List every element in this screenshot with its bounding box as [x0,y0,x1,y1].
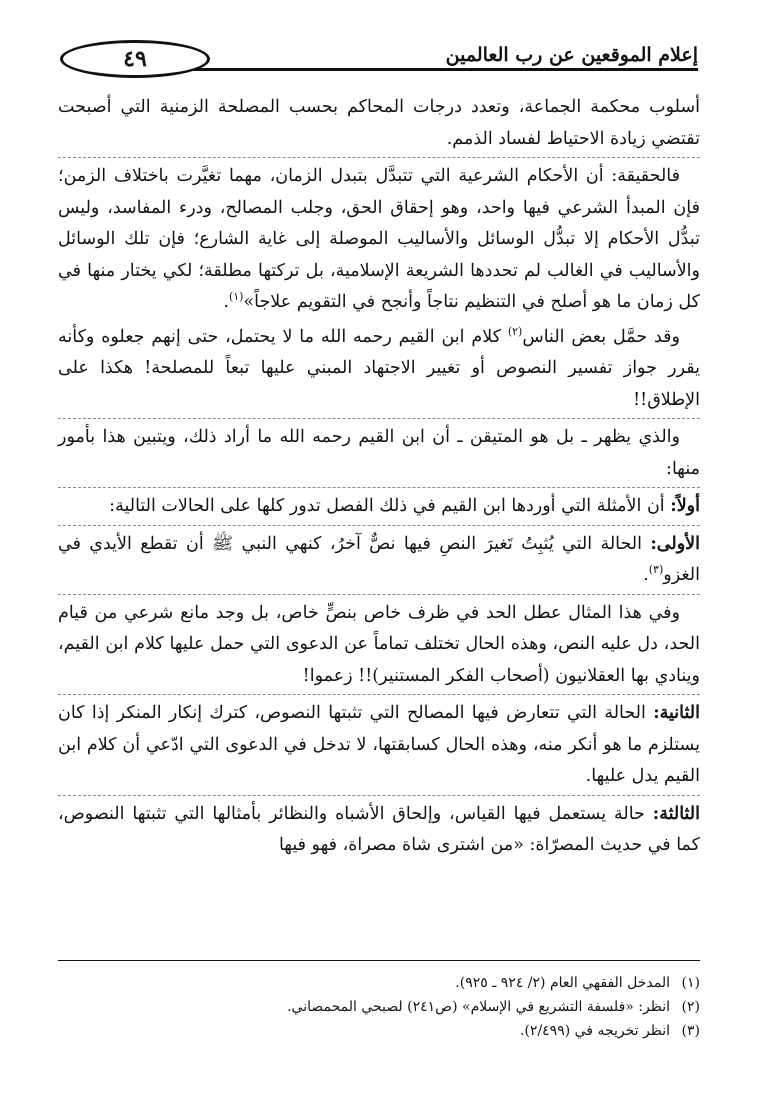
running-title: إعلام الموقعين عن رب العالمين [445,44,698,66]
paragraph-1: أسلوب محكمة الجماعة، وتعدد درجات المحاكم بحسب المصلحة الزمنية التي أصبحت تقتضي زيادة الاحتياط لفساد الذمم. [58,92,700,158]
paragraph-3 [58,322,700,420]
paragraph-7: وفي هذا المثال عطل الحد في ظرف خاص بنصٍّ خاص، بل وجد مانع شرعي من قيام الحد، دل عليه النص، وهذه الحال تختلف تماماً عن الدعوى التي حمل عليها كلام ابن القيم، وينادي بها العقلانيون (أصحاب الفكر المستنير)!! زعموا! [58,598,700,696]
body-text [58,92,700,865]
footnote-text: المدخل الفقهي العام (٢/ ٩٢٤ ـ ٩٢٥). [455,975,670,991]
page-number: ٤٩ [60,40,210,78]
footnote-ref-3: (٣) [648,563,664,577]
footnote-1 [58,971,700,995]
paragraph-6-end: . [643,565,649,585]
paragraph-9-text: حالة يستعمل فيها القياس، وإلحاق الأشباه والنظائر بأمثالها التي تثبتها النصوص، كما في حديث المصرّاة: «من اشترى شاة مصراة، فهو فيها [58,803,700,855]
paragraph-8 [58,698,700,796]
footnote-number: (٣) [681,1023,700,1039]
footnote-3 [58,1019,700,1043]
header-rule [160,68,698,71]
paragraph-9 [58,799,700,862]
paragraph-3-start: وقد حمَّل بعض الناس [522,326,680,347]
paragraph-8-text: الحالة التي تتعارض فيها المصالح التي تثبتها النصوص، كترك إنكار المنكر إذا كان يستلزم ما هو أنكر منه، وهذه الحال كسابقتها، لا تدخل في الدعوى التي ادّعي أن كلام ابن القيم يدل عليها. [58,703,700,786]
paragraph-6 [58,529,700,595]
paragraph-5 [58,491,700,526]
paragraph-6-text: الحالة التي يُثبِتُ تَغيرَ النصِ فيها نصٌّ آخرُ، كنهي النبي ﷺ أن تقطع الأيدي في الغزو [58,533,700,585]
footnote-text: انظر: «فلسفة التشريع في الإسلام» (ص٢٤١) لصبحي المحمصاني. [287,999,670,1015]
paragraph-2 [58,161,700,319]
page-header [60,36,698,76]
paragraph-3-rest: كلام ابن القيم رحمه الله ما لا يحتمل، حتى إنهم جعلوه وكأنه يقرر جواز تفسير النصوص أو تغيير الاجتهاد المبني عليها تبعاً للمصلحة! هكذا على الإطلاق!! [58,326,700,410]
paragraph-2-text: فالحقيقة: أن الأحكام الشرعية التي تتبدَّل بتبدل الزمان، مهما تغيَّرت باختلاف الزمن؛ فإن المبدأ الشرعي فيها واحد، وهو إحقاق الحق، وجلب المصالح، ودرء المفاسد، وليس تبدُّل الأحكام إلا تبدُّل الوسائل والأساليب الموصلة إلى غاية الشارع؛ فإن تلك الوسائل والأساليب في الغالب لم تحددها الشريعة الإسلامية، بل تركتها مطلقة؛ لكي يختار منها في كل زمان ما هو أصلح في التنظيم نتاجاً وأنجح في التقويم علاجاً» [58,166,700,312]
paragraph-9-label: الثالثة: [652,803,700,824]
footnote-2 [58,995,700,1019]
footnote-ref-2: (٢) [507,324,523,338]
paragraph-8-label: الثانية: [653,703,700,723]
paragraph-4: والذي يظهر ـ بل هو المتيقن ـ أن ابن القيم رحمه الله ما أراد ذلك، ويتبين هذا بأمور منها: [58,422,700,488]
footnote-text: انظر تخريجه في (٢/٤٩٩). [520,1023,670,1039]
paragraph-6-label: الأولى: [650,533,700,554]
footnotes [58,960,700,1043]
footnote-number: (٢) [681,999,700,1015]
footnote-number: (١) [681,975,700,991]
paragraph-2-end: . [223,292,229,312]
paragraph-5-label: أولاً: [670,496,700,516]
footnote-ref-1: (١) [228,290,244,304]
paragraph-5-text: أن الأمثلة التي أوردها ابن القيم في ذلك الفصل تدور كلها على الحالات التالية: [109,496,671,516]
